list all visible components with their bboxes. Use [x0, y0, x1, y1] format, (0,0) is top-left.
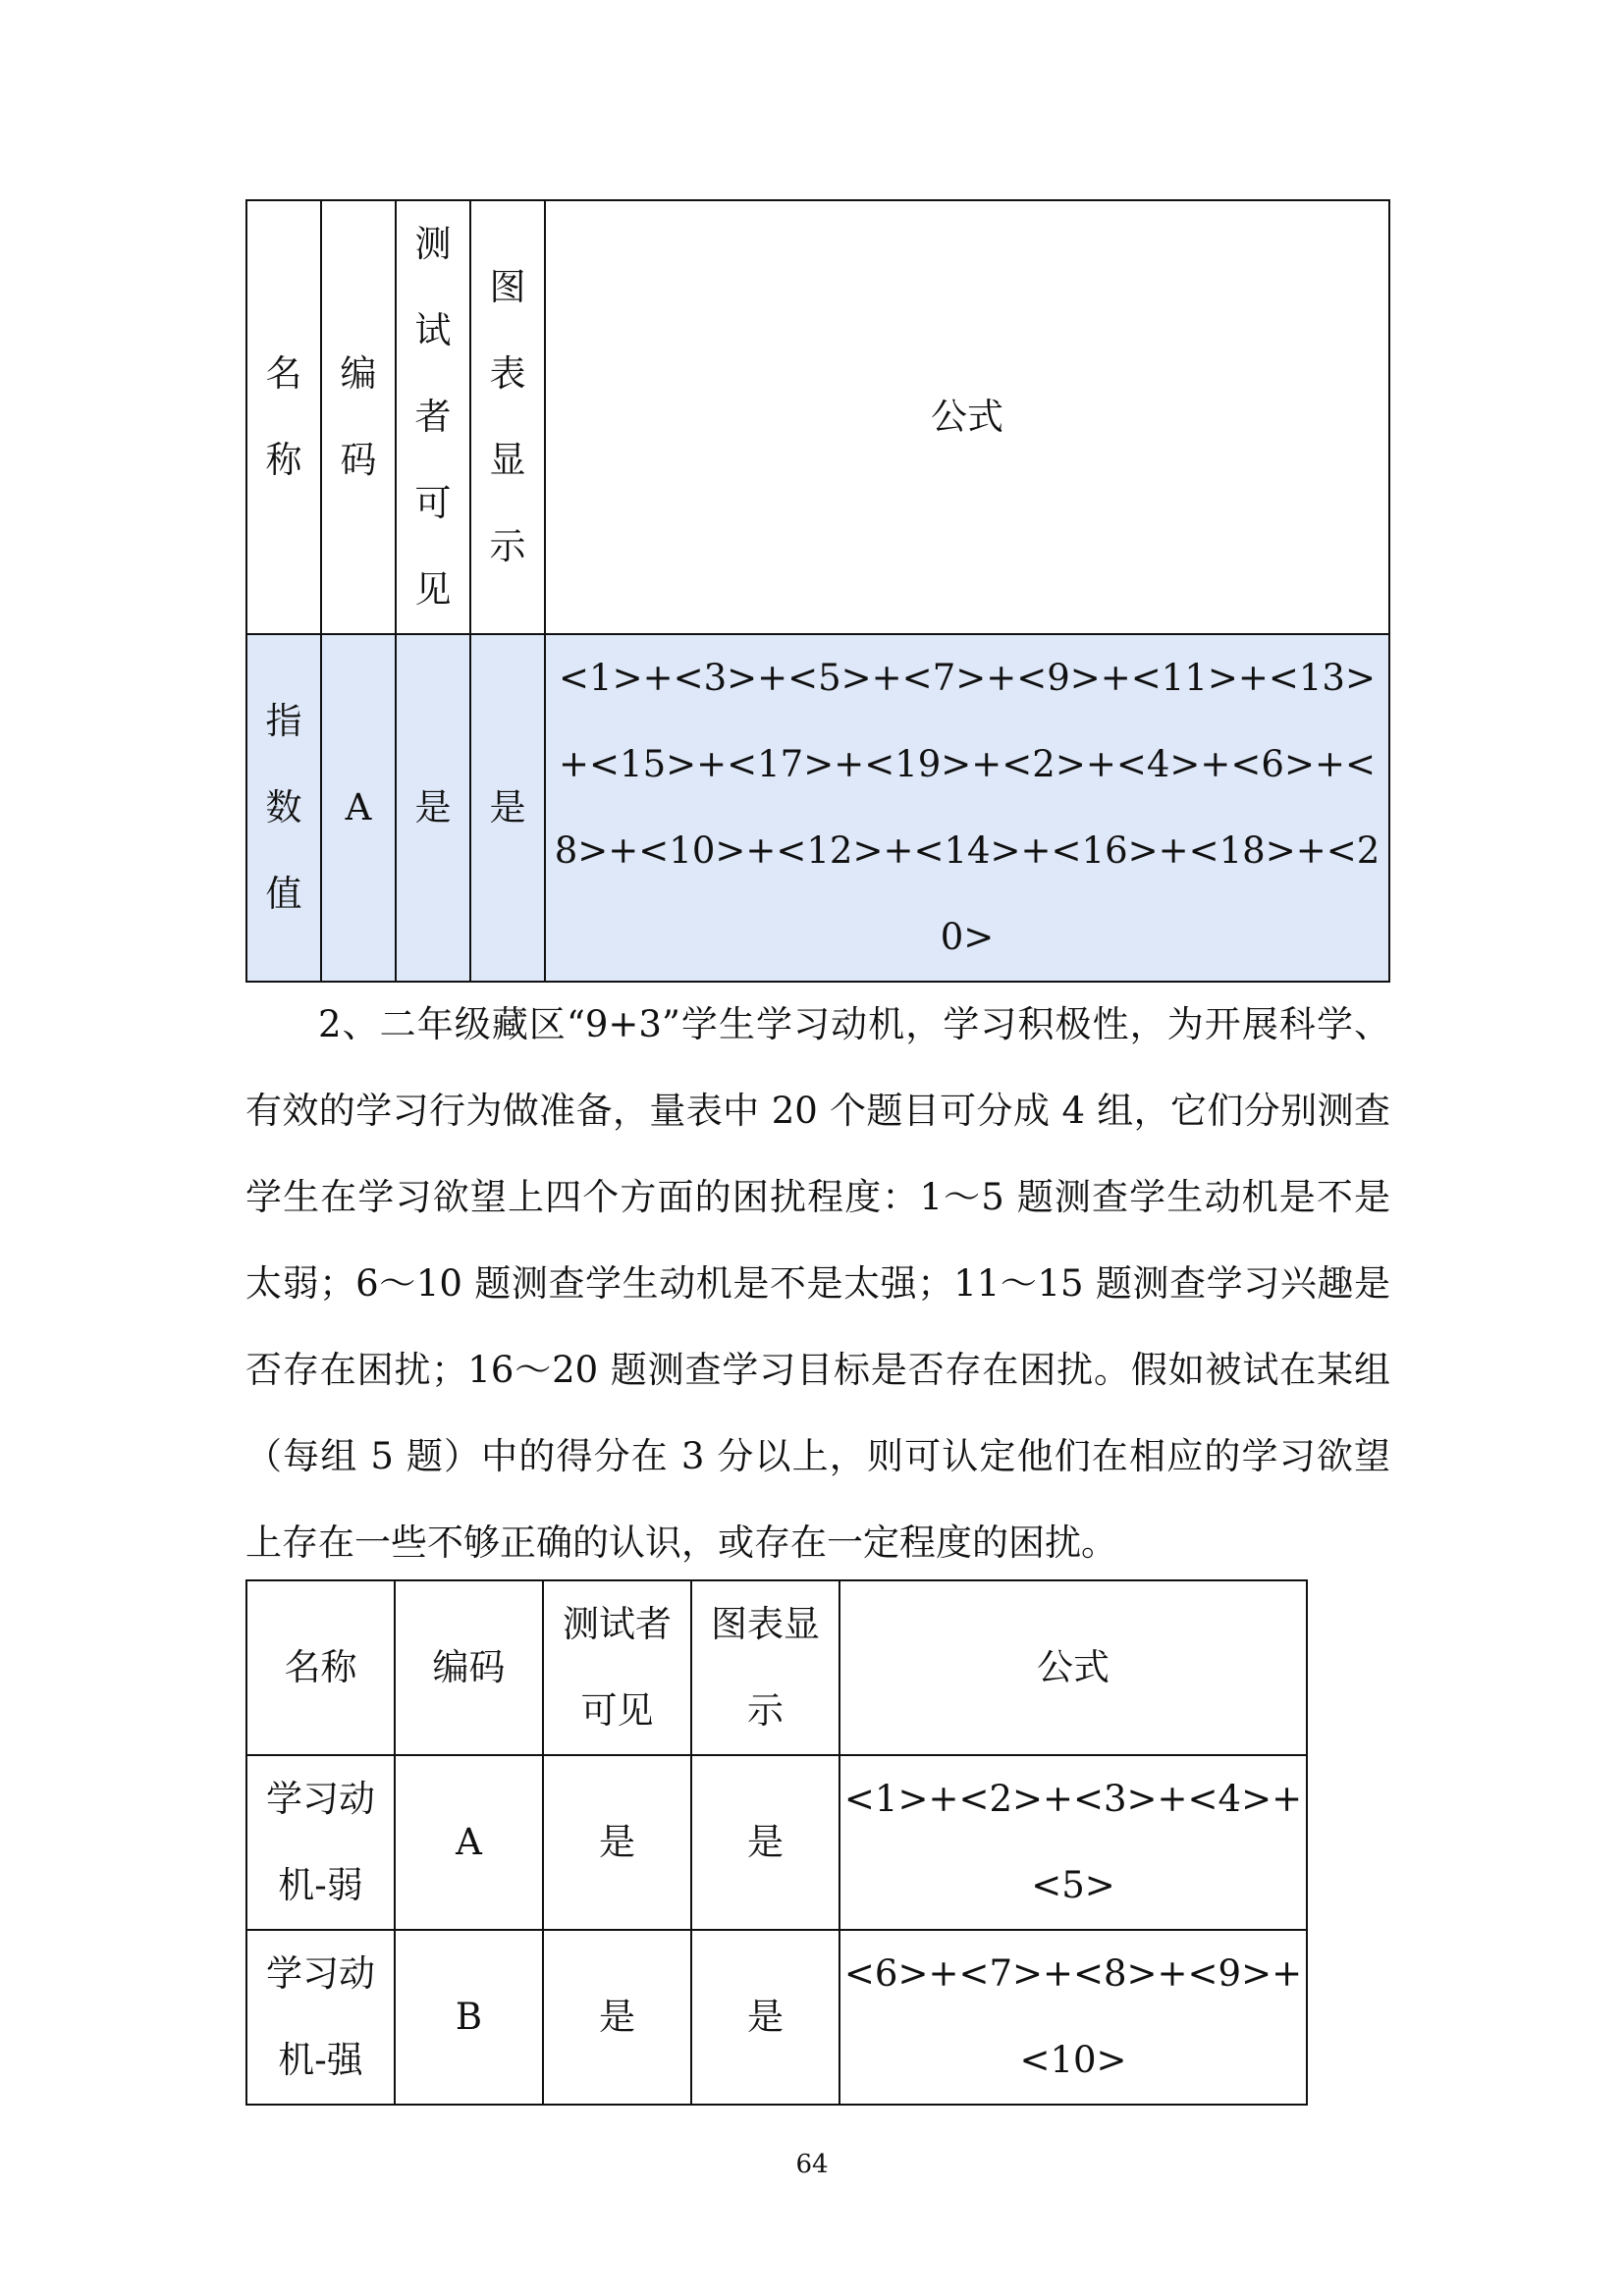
header-name: 名称 [265, 352, 302, 481]
table-header-row [246, 1580, 1307, 1755]
cell-visible: 是 [543, 1930, 691, 2105]
header-tester-visible: 测试者可见 [563, 1603, 672, 1732]
header-formula: 公式 [839, 1580, 1307, 1755]
cell-visible: 是 [543, 1755, 691, 1930]
cell-visible: 是 [396, 634, 470, 982]
cell-chart: 是 [691, 1930, 839, 2105]
body-paragraph: 2、二年级藏区“9+3”学生学习动机，学习积极性，为开展科学、有效的学习行为做准备，量表中 20 个题目可分成 4 组，它们分别测查学生在学习欲望上四个方面的困扰程度：1～5 题测查学生动机是不是太弱；6～10 题测查学生动机是不是太强；11～15 题测查学习兴趣是否存在困扰；16～20 题测查学习目标是否存在困扰。假如被试在某组（每组 5 题）中的得分在 3 分以上，则可认定他们在相应的学习欲望上存在一些不够正确的认识，或存在一定程度的困扰。 [245, 1003, 1390, 1564]
cell-chart: 是 [691, 1755, 839, 1930]
header-tester-visible: 测试者可见 [414, 223, 452, 611]
page-number: 64 [795, 2150, 829, 2179]
learning-motivation-table [245, 1579, 1308, 2106]
cell-code: A [321, 634, 396, 982]
table-row [246, 634, 1389, 982]
header-code: 编码 [395, 1580, 543, 1755]
cell-chart: 是 [470, 634, 545, 982]
table-row [246, 1930, 1307, 2105]
cell-code: A [395, 1755, 543, 1930]
header-code: 编码 [340, 352, 377, 481]
cell-formula: <6>+<7>+<8>+<9>+<10> [839, 1930, 1307, 2105]
cell-formula: <1>+<2>+<3>+<4>+<5> [839, 1755, 1307, 1930]
cell-name: 指数值 [265, 700, 302, 915]
cell-formula: <1>+<3>+<5>+<7>+<9>+<11>+<13>+<15>+<17>+<19>+<2>+<4>+<6>+<8>+<10>+<12>+<14>+<16>+<18>+<20> [545, 634, 1389, 982]
header-name: 名称 [246, 1580, 395, 1755]
table-header-row [246, 200, 1389, 634]
header-chart-display: 图表显示 [711, 1603, 820, 1732]
header-formula: 公式 [545, 200, 1389, 634]
header-chart-display: 图表显示 [489, 266, 526, 567]
cell-code: B [395, 1930, 543, 2105]
cell-name: 学习动机-弱 [266, 1778, 375, 1906]
cell-name: 学习动机-强 [266, 1952, 375, 2081]
table-row [246, 1755, 1307, 1930]
index-value-table [245, 199, 1390, 983]
